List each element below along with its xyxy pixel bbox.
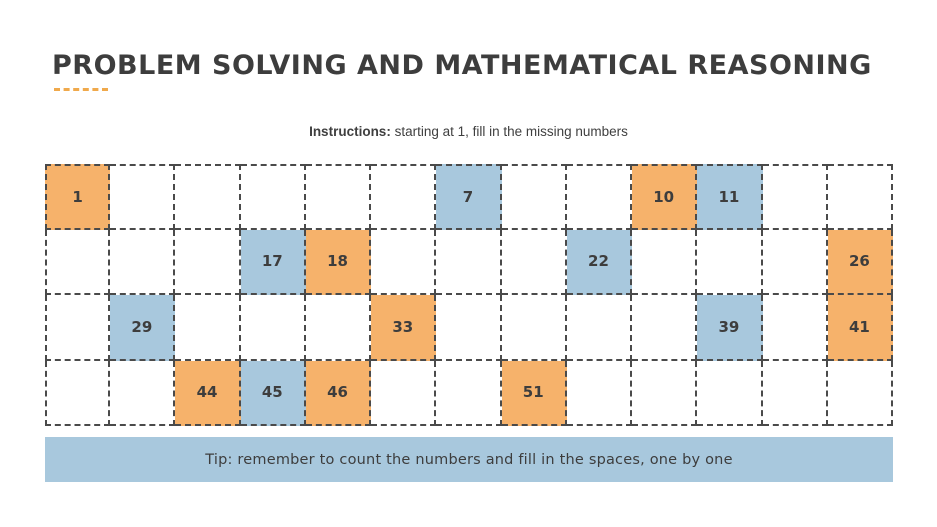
grid-cell-empty[interactable] [241, 164, 306, 230]
grid-cell-filled[interactable]: 10 [632, 164, 697, 230]
grid-cell-empty[interactable] [632, 230, 697, 296]
grid-cell-empty[interactable] [110, 230, 175, 296]
grid-cell-empty[interactable] [763, 361, 828, 427]
grid-cell-filled[interactable]: 51 [502, 361, 567, 427]
grid-cell-empty[interactable] [763, 295, 828, 361]
grid-cell-empty[interactable] [175, 164, 240, 230]
grid-cell-empty[interactable] [110, 361, 175, 427]
grid-cell-filled[interactable]: 18 [306, 230, 371, 296]
grid-cell-empty[interactable] [436, 230, 501, 296]
grid-cell-empty[interactable] [632, 295, 697, 361]
grid-cell-filled[interactable]: 17 [241, 230, 306, 296]
grid-cell-empty[interactable] [45, 230, 110, 296]
grid-cell-empty[interactable] [45, 295, 110, 361]
tip-text: Tip: remember to count the numbers and fill in the spaces, one by one [205, 451, 733, 468]
title-underline-decoration [54, 88, 108, 94]
grid-cell-empty[interactable] [632, 361, 697, 427]
grid-cell-filled[interactable]: 44 [175, 361, 240, 427]
grid-cell-empty[interactable] [175, 230, 240, 296]
grid-cell-empty[interactable] [697, 361, 762, 427]
grid-cell-empty[interactable] [241, 295, 306, 361]
grid-cell-empty[interactable] [502, 230, 567, 296]
instructions-label: Instructions: [309, 124, 391, 139]
grid-cell-filled[interactable]: 1 [45, 164, 110, 230]
grid-cell-filled[interactable]: 26 [828, 230, 893, 296]
grid-cell-filled[interactable]: 22 [567, 230, 632, 296]
tip-banner [45, 437, 893, 482]
grid-cell-empty[interactable] [567, 295, 632, 361]
grid-cell-empty[interactable] [436, 361, 501, 427]
grid-cell-empty[interactable] [697, 230, 762, 296]
grid-cell-empty[interactable] [828, 361, 893, 427]
grid-cell-empty[interactable] [175, 295, 240, 361]
grid-cell-empty[interactable] [502, 295, 567, 361]
grid-cell-empty[interactable] [763, 164, 828, 230]
grid-cell-empty[interactable] [110, 164, 175, 230]
instructions-text: starting at 1, fill in the missing numbers [390, 124, 628, 139]
grid-cell-empty[interactable] [45, 361, 110, 427]
grid-cell-filled[interactable]: 46 [306, 361, 371, 427]
grid-cell-filled[interactable]: 29 [110, 295, 175, 361]
grid-cell-empty[interactable] [763, 230, 828, 296]
grid-cell-filled[interactable]: 45 [241, 361, 306, 427]
number-grid-container [45, 164, 893, 426]
grid-cell-filled[interactable]: 11 [697, 164, 762, 230]
number-grid [45, 164, 893, 426]
grid-cell-empty[interactable] [436, 295, 501, 361]
grid-cell-empty[interactable] [828, 164, 893, 230]
grid-cell-empty[interactable] [502, 164, 567, 230]
grid-cell-empty[interactable] [371, 230, 436, 296]
grid-cell-filled[interactable]: 7 [436, 164, 501, 230]
grid-cell-empty[interactable] [306, 295, 371, 361]
instructions-line [0, 124, 937, 139]
grid-cell-filled[interactable]: 33 [371, 295, 436, 361]
grid-cell-filled[interactable]: 39 [697, 295, 762, 361]
grid-cell-filled[interactable]: 41 [828, 295, 893, 361]
grid-cell-empty[interactable] [567, 361, 632, 427]
grid-cell-empty[interactable] [371, 361, 436, 427]
grid-cell-empty[interactable] [306, 164, 371, 230]
page-title: PROBLEM SOLVING AND MATHEMATICAL REASONING [52, 50, 872, 81]
grid-cell-empty[interactable] [567, 164, 632, 230]
grid-cell-empty[interactable] [371, 164, 436, 230]
